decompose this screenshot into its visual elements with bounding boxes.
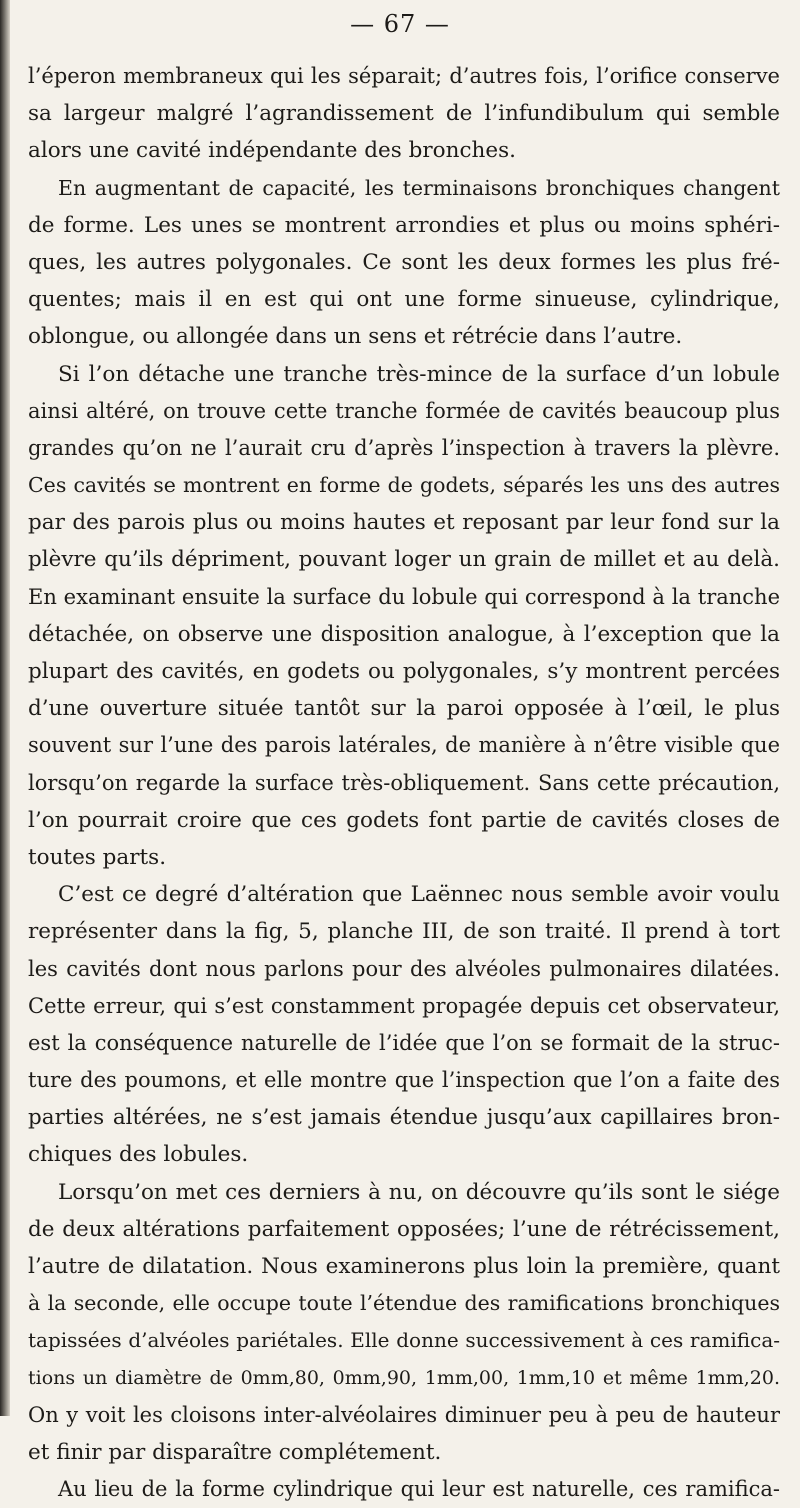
text-line: plupart des cavités, en godets ou polygonales, s’y montrent percées [28,659,780,684]
page-number: — 67 — [350,10,450,38]
text-line: de forme. Les unes se montrent arrondies et plus ou moins sphéri- [28,212,780,238]
body-text [28,58,780,1508]
text-line: l’on pourrait croire que ces godets font partie de cavités closes de [28,807,780,833]
text-line: quentes; mais il en est qui ont une forme sinueuse, cylindrique, [28,287,780,313]
text-line: Lorsqu’on met ces derniers à nu, on découvre qu’ils sont le siége [58,1179,780,1205]
text-line: l’éperon membraneux qui les séparait; d’autres fois, l’orifice conserve [28,64,780,88]
text-line: Au lieu de la forme cylindrique qui leur est naturelle, ces ramifica- [58,1477,780,1502]
text-line: grandes qu’on ne l’aurait cru d’après l’inspection à travers la plèvre. [28,435,780,460]
text-line: plèvre qu’ils dépriment, pouvant loger un grain de millet et au delà. [28,547,780,573]
text-line: l’autre de dilatation. Nous examinerons plus loin la première, quant [28,1254,780,1279]
text-line: C’est ce degré d’altération que Laënnec nous semble avoir voulu [58,882,780,908]
text-line: lorsqu’on regarde la surface très-obliquement. Sans cette précaution, [28,770,780,795]
text-line: à la seconde, elle occupe toute l’étendue des ramifications bronchiques [28,1291,780,1316]
text-line: En augmentant de capacité, les terminaisons bronchiques changent [58,175,780,200]
text-line: détachée, on observe une disposition analogue, à l’exception que la [28,621,780,647]
text-line: est la conséquence naturelle de l’idée que l’on se formait de la struc- [28,1030,780,1055]
text-line: et finir par disparaître complétement. [28,1439,442,1465]
text-line: sa largeur malgré l’agrandissement de l’infundibulum qui semble [28,101,780,127]
text-line: par des parois plus ou moins hautes et reposant par leur fond sur la [28,510,780,536]
text-line: d’une ouverture située tantôt sur la paroi opposée à l’œil, le plus [28,696,780,722]
text-line: tapissées d’alvéoles pariétales. Elle donne successivement à ces ramifica- [28,1328,780,1353]
text-line: alors une cavité indépendante des bronches. [28,138,516,164]
text-line: ainsi altéré, on trouve cette tranche formée de cavités beaucoup plus [28,398,780,423]
text-line: On y voit les cloisons inter-alvéolaires diminuer peu à peu de hauteur [28,1402,780,1427]
text-line: Ces cavités se montrent en forme de godets, séparés les uns des autres [28,473,780,498]
text-line: Si l’on détache une tranche très-mince de la surface d’un lobule [58,361,780,387]
text-line: En examinant ensuite la surface du lobule qui correspond à la tranche [28,584,780,609]
text-line: toutes parts. [28,844,167,870]
text-line: de deux altérations parfaitement opposées; l’une de rétrécissement, [28,1216,780,1242]
text-line: parties altérées, ne s’est jamais étendue jusqu’aux capillaires bron- [28,1105,780,1131]
text-line: chiques des lobules. [28,1142,249,1168]
text-line: tions un diamètre de 0mm,80, 0mm,90, 1mm,00, 1mm,10 et même 1mm,20. [28,1366,780,1389]
text-line: ture des poumons, et elle montre que l’inspection que l’on a faite des [28,1068,780,1093]
scan-binding-edge [0,0,10,1416]
text-line: Cette erreur, qui s’est constamment propagée depuis cet observateur, [28,993,780,1018]
text-line: les cavités dont nous parlons pour des alvéoles pulmonaires dilatées. [28,956,780,981]
text-line: oblongue, ou allongée dans un sens et rétrécie dans l’autre. [28,324,683,350]
text-line: souvent sur l’une des parois latérales, de manière à n’être visible que [28,733,780,758]
text-line: ques, les autres polygonales. Ce sont les deux formes les plus fré- [28,249,780,275]
text-line: représenter dans la fig, 5, planche III, de son traité. Il prend à tort [28,919,780,945]
